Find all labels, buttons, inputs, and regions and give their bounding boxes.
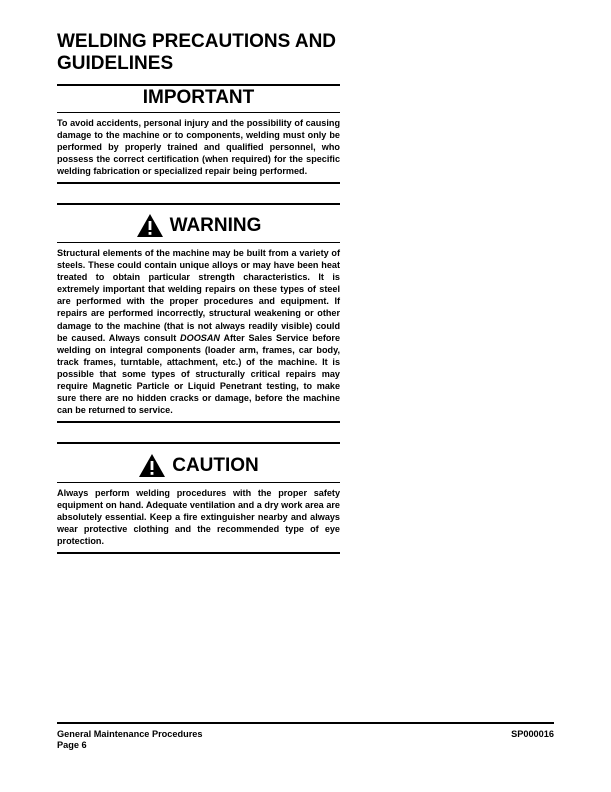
warning-heading: WARNING [169, 214, 262, 236]
warning-triangle-icon [138, 453, 166, 478]
important-heading: IMPORTANT [142, 87, 255, 108]
warning-triangle-icon [136, 213, 164, 238]
divider [57, 552, 340, 554]
footer-page-number: Page 6 [57, 740, 87, 750]
page-footer [57, 722, 554, 751]
warning-text-part: Structural elements of the machine may be built from a variety of steels. These could contain unique alloys or may have been heat treated to obtain particular strength characteristics. It is extremely important that welding repairs on these types of steel are performed with the proper procedures and equipment. If repairs are performed incorrectly, structural weakening or other damage to the machine (that is not always readily visible) could be caused. Always consult [57, 248, 340, 343]
caution-text: Always perform welding procedures with the proper safety equipment on hand. Adequate ventilation and a dry work area are absolutely essential. Keep a fire extinguisher nearby and always wear protective clothing and the recommended type of eye protection. [57, 488, 340, 547]
divider [57, 442, 340, 444]
warning-text-part: After Sales Service before welding on integral components (loader arm, frames, car body, track frames, turntable, attachment, etc.) of the machine. It is possible that some types of structurally critical repairs may require Magnetic Particle or Liquid Penetrant testing, to make sure there are no hidden cracks or damage, before the machine can be returned to service. [57, 332, 340, 416]
divider [57, 84, 340, 86]
caution-notice [57, 442, 340, 554]
warning-notice [57, 203, 340, 423]
divider [57, 112, 340, 113]
divider [57, 242, 340, 243]
brand-name: DOOSAN [180, 332, 220, 343]
footer-section: General Maintenance Procedures [57, 729, 203, 739]
important-notice [57, 84, 340, 184]
footer-doc-id: SP000016 [511, 729, 554, 739]
caution-heading-row [57, 453, 340, 478]
warning-heading-row [57, 213, 340, 238]
caution-heading: CAUTION [172, 454, 259, 476]
divider [57, 203, 340, 205]
divider [57, 421, 340, 423]
warning-text [57, 247, 340, 416]
divider [57, 182, 340, 184]
important-text: To avoid accidents, personal injury and the possibility of causing damage to the machine or to components, welding must only be performed by properly trained and qualified personnel, who possess the correct certification (when required) for the specific welding fabrication or specialized repair being performed. [57, 118, 340, 177]
divider [57, 482, 340, 483]
page-title: WELDING PRECAUTIONS AND GUIDELINES [57, 31, 337, 74]
